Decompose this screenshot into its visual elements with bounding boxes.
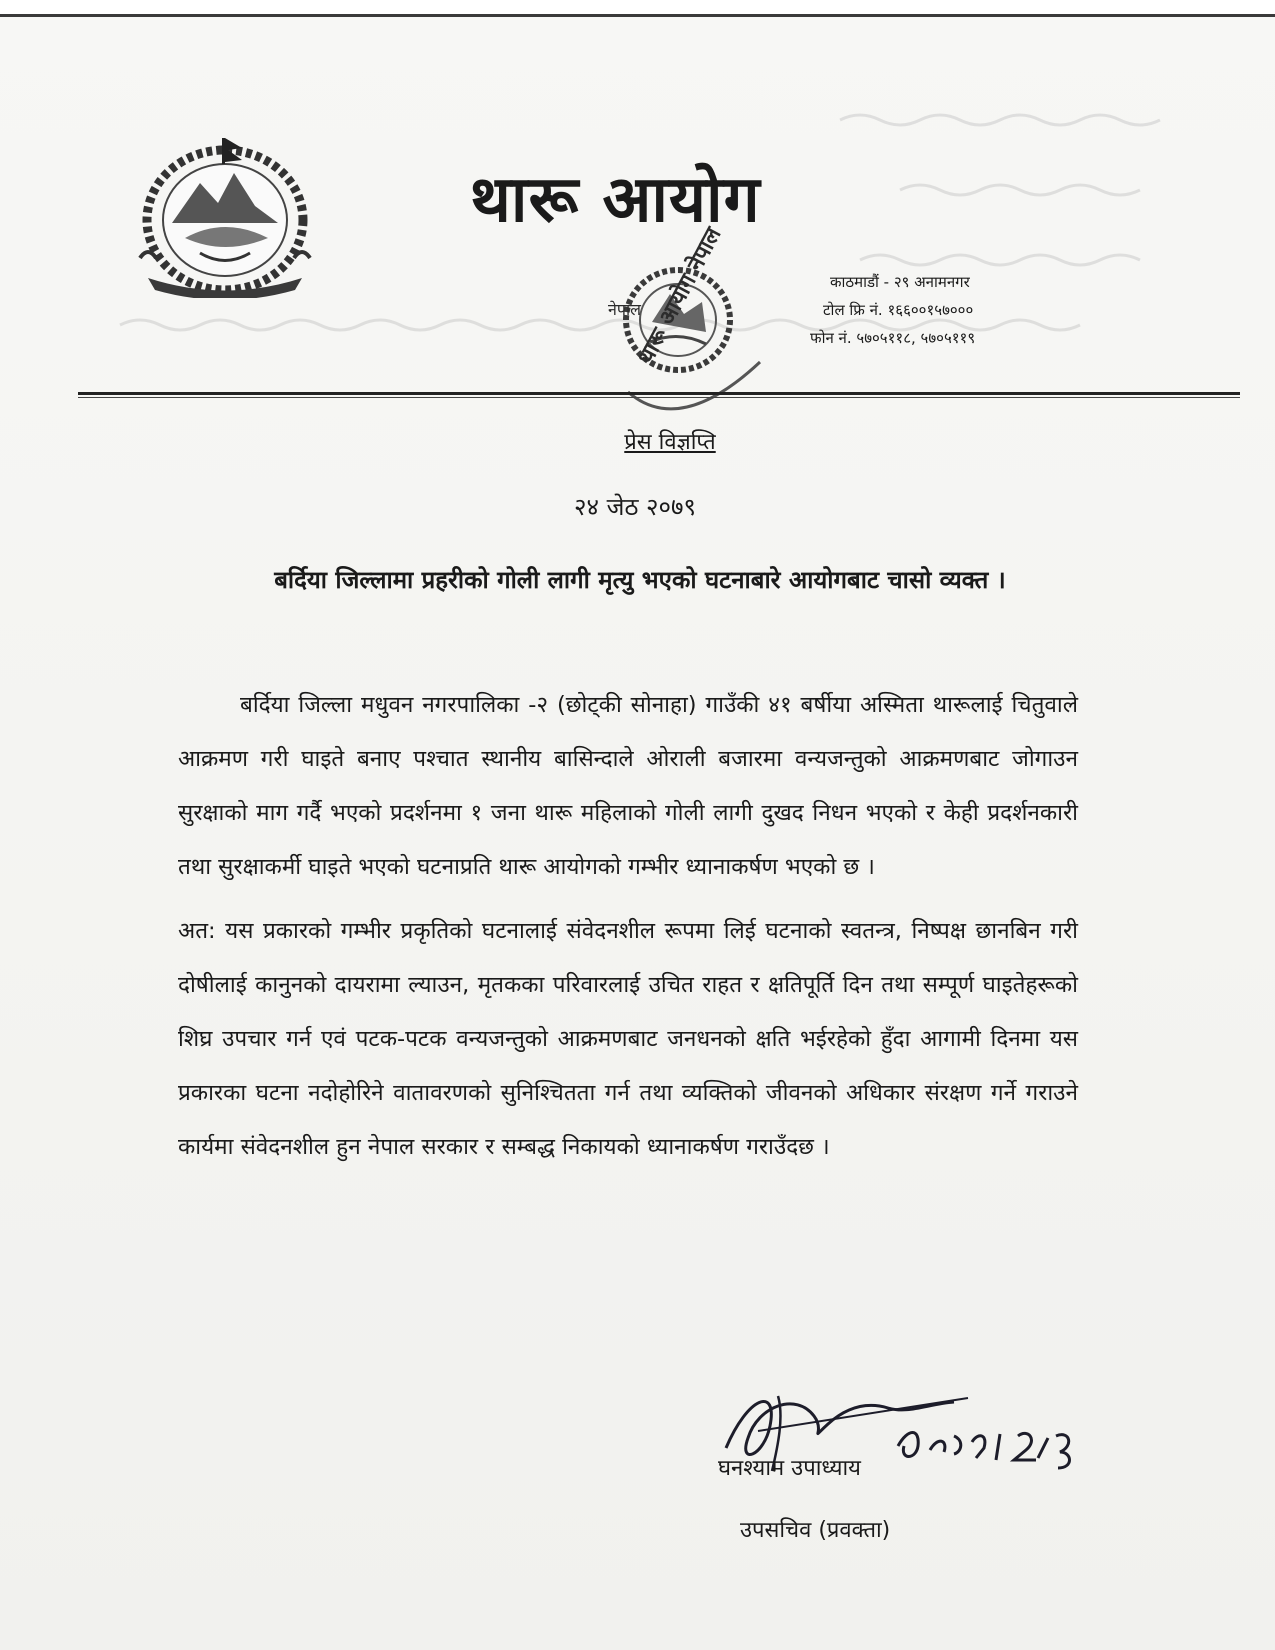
- contact-block: [800, 268, 1060, 352]
- release-date: २४ जेठ २०७९: [574, 493, 696, 521]
- header-rule-thin: [78, 397, 1240, 398]
- header-rule: [78, 392, 1240, 395]
- stamp-arc-label: थारू आयोग नेपाल: [633, 223, 727, 369]
- paragraph-2: अत: यस प्रकारको गम्भीर प्रकृतिको घटनालाई संवेदनशील रूपमा लिई घटनाको स्वतन्त्र, निष्पक्ष छानबिन गरी दोषीलाई कानुनको दायरामा ल्याउन, मृतकका परिवारलाई उचित राहत र क्षतिपूर्ति दिन तथा सम्पूर्ण घाइतेहरूको शिघ्र उपचार गर्न एवं पटक-पटक वन्यजन्तुको आक्रमणबाट जनधनको क्षति भईरहेको हुँदा आगामी दिनमा यस प्रकारका घटना नदोहोरिने वातावरणको सुनिश्चितता गर्न तथा व्यक्तिको जीवनको अधिकार संरक्षण गर्ने गराउने कार्यमा संवेदनशील हुन नेपाल सरकार र सम्बद्ध निकायको ध्यानाकर्षण गराउँदछ ।: [178, 918, 1078, 1160]
- contact-phone: फोन नं. ५७०५११८, ५७०५११९: [810, 329, 976, 347]
- body-text: [178, 678, 1078, 1174]
- press-release-heading: प्रेस विज्ञप्ति: [624, 430, 716, 455]
- nepal-emblem-icon: [130, 128, 320, 298]
- paragraph-1: बर्दिया जिल्ला मधुवन नगरपालिका -२ (छोट्की सोनाहा) गाउँकी ४१ बर्षीया अस्मिता थारूलाई चितुवाले आक्रमण गरी घाइते बनाए पश्चात स्थानीय बासिन्दाले ओराली बजारमा वन्यजन्तुको आक्रमणबाट जोगाउन सुरक्षाको माग गर्दै भएको प्रदर्शनमा १ जना थारू महिलाको गोली लागी दुखद निधन भएको र केही प्रदर्शनकारी तथा सुरक्षाकर्मी घाइते भएको घटनाप्रति थारू आयोगको गम्भीर ध्यानाकर्षण भएको छ ।: [178, 692, 1078, 880]
- contact-address: काठमाडौं - २९ अनामनगर: [830, 273, 970, 291]
- contact-toll-free: टोल फ्रि नं. १६६००१५७०००: [823, 301, 974, 319]
- scan-top-edge: [0, 0, 1275, 17]
- organization-title: थारू आयोग: [470, 163, 761, 237]
- stamp-country-label: नेपाल: [608, 300, 641, 319]
- subject-line: बर्दिया जिल्लामा प्रहरीको गोली लागी मृत्यु भएको घटनाबारे आयोगबाट चासो व्यक्त ।: [274, 566, 1006, 594]
- signatory-title: उपसचिव (प्रवक्ता): [740, 1518, 891, 1543]
- signatory-name: घनश्याम उपाध्याय: [718, 1456, 861, 1481]
